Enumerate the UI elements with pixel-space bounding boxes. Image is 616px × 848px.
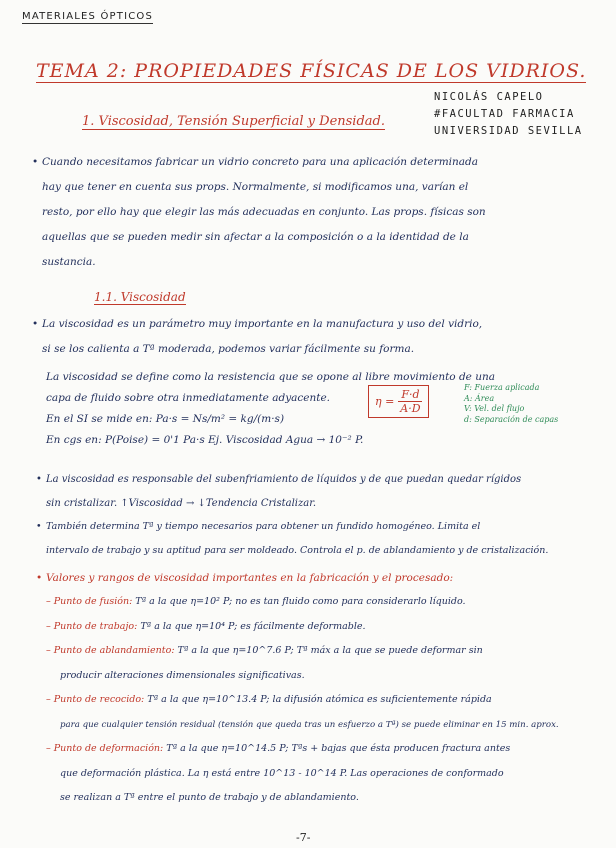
text-line: intervalo de trabajo y su aptitud para ser moldeado. Controla el p. de ablandamiento y de cristalización. <box>46 545 549 556</box>
point-line: – Punto de recocido: Tª a la que η=10^13.4 P; la difusión atómica es suficientemente rápida <box>46 694 492 705</box>
formula-numerator: F·d <box>398 388 422 402</box>
viscosity-formula <box>368 385 429 418</box>
intro-line: sustancia. <box>42 256 96 268</box>
author-name: NICOLÁS CAPELO <box>434 91 544 103</box>
intro-line: • Cuando necesitamos fabricar un vidrio concreto para una aplicación determinada <box>42 156 479 168</box>
point-line: – Punto de ablandamiento: Tª a la que η=10^7.6 P; Tª máx a la que se puede deformar sin <box>46 645 483 656</box>
point-line: se realizan a Tª entre el punto de trabajo y de ablandamiento. <box>60 792 359 803</box>
point-line: producir alteraciones dimensionales significativas. <box>60 669 305 681</box>
author-faculty: #FACULTAD FARMACIA <box>434 108 575 120</box>
viscosity-points-heading: • Valores y rangos de viscosidad importantes en la fabricación y el procesado: <box>46 566 453 591</box>
text-line: En el SI se mide en: Pa·s = Ns/m² = kg/(m·s) <box>46 413 285 425</box>
legend-item: F: Fuerza aplicada <box>464 383 540 392</box>
author-university: UNIVERSIDAD SEVILLA <box>434 125 583 137</box>
point-line: – Punto de fusión: Tª a la que η=10² P; no es tan fluido como para considerarlo líquido. <box>46 596 466 607</box>
text-line: • La viscosidad es responsable del subenfriamiento de líquidos y de que puedan quedar rígidos <box>46 474 522 485</box>
point-line: que deformación plástica. La η está entre 10^13 - 10^14 P. Las operaciones de conformado <box>60 767 504 779</box>
course-header: MATERIALES ÓPTICOS <box>22 11 154 22</box>
working-range-paragraph <box>46 515 548 563</box>
legend-item: d: Separación de capas <box>464 414 559 424</box>
page-number: -7- <box>296 831 311 844</box>
author-block <box>434 89 583 140</box>
legend-item: A: Área <box>464 393 495 403</box>
intro-line: aquellas que se pueden medir sin afectar a la composición o a la identidad de la <box>42 231 469 243</box>
intro-paragraph <box>42 150 486 275</box>
formula-denominator: A·D <box>400 402 421 415</box>
text-line: sin cristalizar. ↑Viscosidad → ↓Tendencia Cristalizar. <box>46 498 317 509</box>
text-line: En cgs en: P(Poise) = 0'1 Pa·s Ej. Viscosidad Agua → 10⁻² P. <box>46 434 364 446</box>
section-heading-1-1: 1.1. Viscosidad <box>94 290 186 304</box>
section-heading-1: 1. Viscosidad, Tensión Superficial y Densidad. <box>82 114 385 129</box>
subcooling-paragraph <box>46 468 521 516</box>
point-line: – Punto de deformación: Tª a la que η=10^14.5 P; Tªs + bajas que ésta producen fractura antes <box>46 743 511 754</box>
formula-lhs: η = <box>375 395 395 408</box>
formula-fraction <box>398 388 422 415</box>
text-line: si se los calienta a Tª moderada, podemos variar fácilmente su forma. <box>42 343 415 355</box>
point-line: para que cualquier tensión residual (tensión que queda tras un esfuerzo a Tª) se puede eliminar en 15 min. aprox. <box>60 719 559 730</box>
viscosity-intro <box>42 312 482 362</box>
viscosity-points-list <box>46 590 559 811</box>
text-line: La viscosidad se define como la resistencia que se opone al libre movimiento de una <box>46 371 496 383</box>
point-line: – Punto de trabajo: Tª a la que η=10⁴ P; es fácilmente deformable. <box>46 620 366 632</box>
text-line: capa de fluido sobre otra inmediatamente adyacente. <box>46 392 331 404</box>
formula-legend <box>464 383 558 425</box>
intro-line: resto, por ello hay que elegir las más adecuadas en conjunto. Las props. físicas son <box>42 206 486 218</box>
text-line: • También determina Tª y tiempo necesarios para obtener un fundido homogéneo. Limita el <box>46 521 481 532</box>
text-line: • La viscosidad es un parámetro muy importante en la manufactura y uso del vidrio, <box>42 318 483 330</box>
legend-item: V: Vel. del flujo <box>464 404 525 413</box>
intro-line: hay que tener en cuenta sus props. Normalmente, si modificamos una, varían el <box>42 181 469 193</box>
page-title: TEMA 2: PROPIEDADES FÍSICAS DE LOS VIDRIOS. <box>36 60 587 82</box>
